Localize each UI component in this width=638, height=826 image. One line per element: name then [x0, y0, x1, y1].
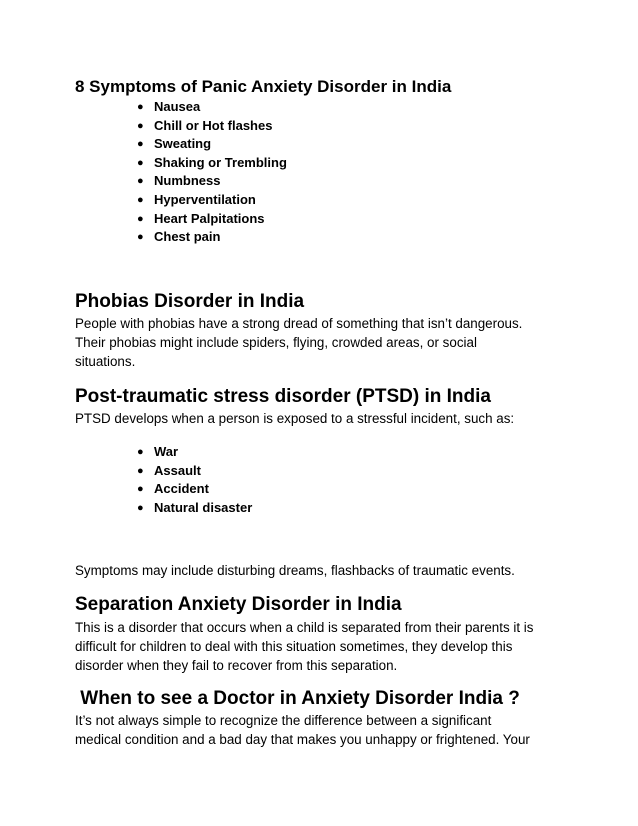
list-item: ● War: [0, 443, 252, 462]
doctor-paragraph: It’s not always simple to recognize the difference between a significant medical condition and a bad day that makes you unhappy or frightened. Your: [75, 713, 530, 747]
heading-phobias: Phobias Disorder in India: [75, 291, 305, 312]
panic-symptoms-list: [0, 98, 287, 247]
bullet-icon: ●: [137, 501, 144, 514]
bullet-icon: ●: [137, 175, 144, 188]
ptsd-causes-list: [0, 443, 252, 517]
list-item: ● Hyperventilation: [0, 191, 287, 210]
bullet-icon: ●: [137, 101, 144, 113]
bullet-icon: ●: [137, 231, 144, 244]
bullet-icon: ●: [137, 156, 144, 169]
bullet-icon: ●: [137, 212, 144, 225]
list-item: ● Chest pain: [0, 228, 287, 247]
list-item: ● Accident: [0, 480, 252, 499]
list-item: ● Sweating: [0, 135, 287, 154]
bullet-icon: ●: [137, 119, 144, 132]
list-item: ● Assault: [0, 462, 252, 481]
ptsd-intro: PTSD develops when a person is exposed to a stressful incident, such as:: [75, 411, 515, 426]
list-item: ● Natural disaster: [0, 499, 252, 518]
bullet-icon: ●: [137, 464, 144, 477]
heading-ptsd: Post-traumatic stress disorder (PTSD) in India: [75, 386, 491, 407]
list-item: ● Heart Palpitations: [0, 210, 287, 229]
heading-panic-symptoms: 8 Symptoms of Panic Anxiety Disorder in India: [75, 77, 452, 96]
bullet-icon: ●: [137, 446, 144, 458]
bullet-icon: ●: [137, 138, 144, 151]
ptsd-symptoms-paragraph: Symptoms may include disturbing dreams, flashbacks of traumatic events.: [75, 563, 515, 578]
heading-when-to-see-doctor: When to see a Doctor in Anxiety Disorder India ?: [75, 688, 520, 709]
bullet-icon: ●: [137, 483, 144, 496]
list-item: ● Numbness: [0, 172, 287, 191]
bullet-icon: ●: [137, 193, 144, 206]
separation-paragraph: This is a disorder that occurs when a child is separated from their parents it is difficult for children to deal with this situation sometimes, they develop this disorder when they fail to recover from this separation.: [75, 620, 534, 673]
list-item: ● Shaking or Trembling: [0, 154, 287, 173]
phobias-paragraph: People with phobias have a strong dread of something that isn’t dangerous. Their phobias might include spiders, flying, crowded areas, or social situations.: [75, 316, 523, 369]
heading-separation-anxiety: Separation Anxiety Disorder in India: [75, 594, 402, 615]
list-item: ● Nausea: [0, 98, 287, 117]
list-item: ● Chill or Hot flashes: [0, 117, 287, 136]
